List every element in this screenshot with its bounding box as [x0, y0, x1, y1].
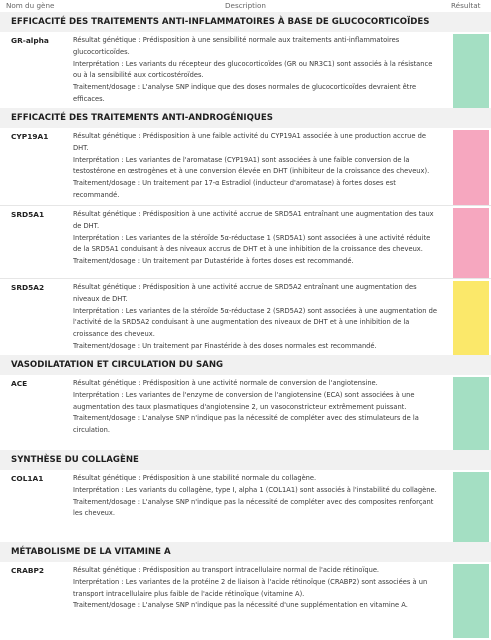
- result-indicator: [453, 34, 489, 108]
- column-header-gene: Nom du gène: [6, 1, 55, 10]
- table-row: [0, 562, 491, 638]
- gene-description: Résultat génétique : Prédisposition au transport intracellulaire normal de l'acide rétinoïque. Interprétation : Les variantes de la protéine 2 de liaison à l'acide rétinoïque (CRABP2) sont associées à un transport intracellulaire plus faible de l'acide rétinoïque (vitamine A). Traitement/dosage : L'analyse SNP n'indique pas la nécessité d'une supplémentation en vitamine A.: [73, 566, 428, 610]
- result-indicator: [453, 130, 489, 205]
- result-indicator: [453, 208, 489, 278]
- result-indicator: [453, 281, 489, 355]
- section-title-vitamin-a: MÉTABOLISME DE LA VITAMINE A: [0, 542, 491, 562]
- table-row: [0, 375, 491, 450]
- result-indicator: [453, 564, 489, 638]
- column-header-row: [0, 0, 491, 12]
- table-row: [0, 206, 491, 278]
- gene-name: SRD5A2: [11, 283, 45, 292]
- table-row: [0, 128, 491, 205]
- gene-description: Résultat génétique : Prédisposition à une activité accrue de SRD5A1 entraînant une augmentation des taux de DHT. Interprétation : Les variantes de la stéroïde 5α-réductase 1 (SRD5A1) sont associées à une activité réduite de la SRD5A1 conduisant à des niveaux accrus de DHT et à une inhibition de la croissance des cheveux. Traitement/dosage : Un traitement par Dutastéride à fortes doses est recommandé.: [73, 210, 434, 266]
- gene-name: SRD5A1: [11, 210, 45, 219]
- result-indicator: [453, 377, 489, 450]
- section-title-anti-androgen: EFFICACITÉ DES TRAITEMENTS ANTI-ANDROGÉNIQUES: [0, 108, 491, 128]
- gene-description: Résultat génétique : Prédisposition à une activité accrue de SRD5A2 entraînant une augmentation des niveaux de DHT. Interprétation : Les variantes de la stéroïde 5α-réductase 2 (SRD5A2) sont associées à une augmentation de l'activité de la SRD5A2 conduisant à une augmentation des niveaux de DHT et à une inhibition de la croissance des cheveux. Traitement/dosage : Un traitement par Finastéride à des doses normales est recommandé.: [73, 283, 437, 350]
- gene-description: Résultat génétique : Prédisposition à une activité normale de conversion de l'angiotensine. Interprétation : Les variantes de l'enzyme de conversion de l'angiotensine (ECA) sont associées à une augmentation des taux plasmatiques d'angiotensine 2, un vasoconstricteur extrêmement puissant. Traitement/dosage : L'analyse SNP n'indique pas la nécessité de compléter avec des stimulateurs de la circulation.: [73, 379, 419, 435]
- table-row: [0, 32, 491, 108]
- result-indicator: [453, 472, 489, 542]
- gene-name: ACE: [11, 379, 28, 388]
- gene-description: Résultat génétique : Prédisposition à une sensibilité normale aux traitements anti-inflammatoires glucocorticoïdes. Interprétation : Les variants du récepteur des glucocorticoïdes (GR ou NR3C1) sont associés à la résistance ou à la sensibilité aux corticostéroïdes. Traitement/dosage : L'analyse SNP indique que des doses normales de glucocorticoïdes devraient être efficaces.: [73, 36, 433, 103]
- section-title-collagen: SYNTHÈSE DU COLLAGÈNE: [0, 450, 491, 470]
- table-row: [0, 279, 491, 355]
- column-header-description: Description: [225, 1, 266, 10]
- gene-name: CYP19A1: [11, 132, 49, 141]
- gene-description: Résultat génétique : Prédisposition à une faible activité du CYP19A1 associée à une production accrue de DHT. Interprétation : Les variantes de l'aromatase (CYP19A1) sont associées à une faible conversion de la testostérone en œstrogènes et à une conversion élevée en DHT (inhibiteur de la croissance des cheveux). Traitement/dosage : Un traitement par 17-α Estradiol (inducteur d'aromatase) à fortes doses est recommandé.: [73, 132, 430, 199]
- section-title-glucocorticoids: EFFICACITÉ DES TRAITEMENTS ANTI-INFLAMMATOIRES À BASE DE GLUCOCORTICOÏDES: [0, 12, 491, 32]
- section-title-vasodilatation: VASODILATATION ET CIRCULATION DU SANG: [0, 355, 491, 375]
- gene-description: Résultat génétique : Prédisposition à une stabilité normale du collagène. Interprétation : Les variants du collagène, type I, alpha 1 (COL1A1) sont associés à l'instabilité du collagène. Traitement/dosage : L'analyse SNP n'indique pas la nécessité de compléter avec des composites renforçant les cheveux.: [73, 474, 437, 518]
- column-header-result: Résultat: [451, 1, 481, 10]
- gene-name: CRABP2: [11, 566, 45, 575]
- gene-name: GR-alpha: [11, 36, 49, 45]
- gene-name: COL1A1: [11, 474, 44, 483]
- table-row: [0, 470, 491, 542]
